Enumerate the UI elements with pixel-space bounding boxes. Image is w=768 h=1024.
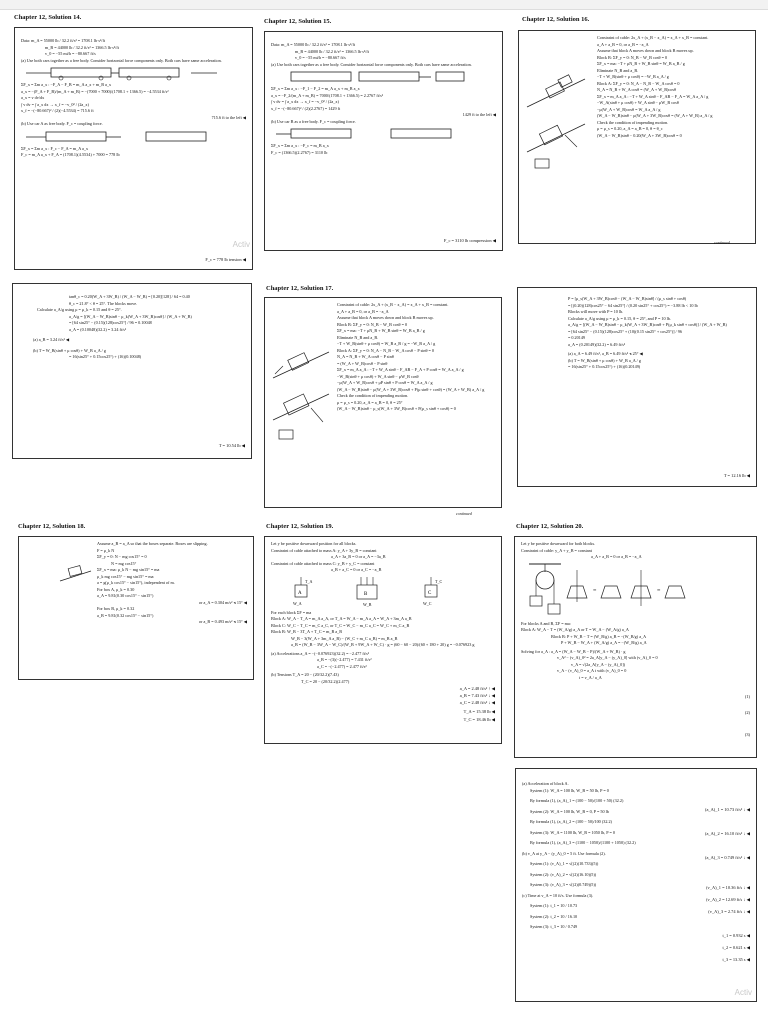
s19-line-1: Let y be positive downward position for all blocks. [271,541,357,546]
s15-line-8: x_f = −(−80.667)² / (2)(2.2767) = 1429 ft [271,105,341,111]
s18-line-8: For box A, μ_k = 0.30 [97,586,135,592]
s15-free-body-diagram-ab [271,69,471,85]
s19-line-4: Constraint of cable attached to mass C: y_B + y_C = constant [271,560,375,566]
s18-line-2: F = μ_k N [97,547,115,553]
s17-line-14: (W_A − W_B)sinθ − μ(W_A + 3W_B)cosθ + P(μ sinθ + cosθ) = (W_A + W_B) a_A / g [337,386,485,392]
s16b-line-4: a_A/g = [(W_A − W_B)sinθ − μ_k(W_A + 3W_B)cosθ] / (W_A + W_B) [69,313,192,319]
s18-line-9: a_A = 9.81(0.30 cos15° − sin15°) [97,593,154,598]
s19-fig-label-ta: T_A [305,578,313,584]
s17-line-6: Eliminate N_B and a_B. [337,334,379,340]
s17-incline-figures [271,338,333,448]
s14-line-8: ∫ v dv = ∫ a_x dx → x_f = −v_0² / (2a_x) [21,101,89,107]
s14-line-12: F_c = m_A a_x + F_A = (1708.1)(4.5534) + 7000 = 778 lb [21,152,120,157]
s20b-line-4: System (2): W_A = 100 lb, W_B = 0, P = 50 lb [530,808,609,814]
s20b-answer-t2: t_2 = 0.621 s ◀ [722,945,750,950]
solution-19-panel [264,536,502,744]
s16-line-16: (W_A − W_B)sinθ − 0.20(W_A + 3W_B)cosθ = 0 [597,132,682,138]
s16b-line-1: tanθ_c = 0.20(W_A + 3W_B) / (W_A − W_B) = [0.20][128] / 64 = 0.40 [69,294,190,299]
s20b-line-11: System (3): (v_A)_3 = √((2)(0.749)(5)) [530,882,597,887]
watermark-bottom: Activ [734,987,752,997]
s19-line-14: a_C = −(−2.477) = 2.477 ft/s² [317,663,367,669]
s17b-answer-a: (a) a_A = 6.49 ft/s², a_B = 6.49 ft/s² ⦪ 25° ◀ [568,351,643,356]
s19-line-2: Constraint of cable attached to mass A: y_A + 3y_B = constant [271,547,377,553]
s20-eq-2: (2) [744,710,750,715]
s15-line-10: ΣF_x = Σm a_x : −F_c = m_B a_x [271,143,329,148]
s20-pulley-diagram [521,562,751,620]
s14-line-3: v_0 = −55 mi/h = −80.667 ft/s [45,51,96,56]
s14-line-6: a_x = −(F_A + F_B)/(m_A + m_B) = −(7000 + 7000)/(1708.1 + 1366.5) = −4.5534 ft/s² [21,88,169,94]
s14-line-9: x_f = −(−80.667)² / (2)(−4.5534) = 715.6 ft [21,108,94,113]
s14-line-2: m_B = 44000 lb / 32.2 ft/s² = 1366.5 lb·s²/ft [45,44,119,50]
s14-answer-b: F_c = 778 lb tension ◀ [205,257,246,263]
solution-16-panel [518,30,756,244]
s15-line-1: Data: m_A = 55000 lb / 32.2 ft/s² = 1708.1 lb·s²/ft [271,42,356,47]
s14-free-body-diagram-a [21,129,221,145]
solution-20-header: Chapter 12, Solution 20. [516,523,584,530]
s20b-line-8: (b) v_A at y_A − (y_A)_0 = 5 ft. Use formula (2). [522,850,606,856]
s17-line-8: Block A: ΣF_y = 0: N_A − N_B − W_A cosθ − P sinθ = 0 [337,347,435,353]
s20-line-12: t = v_A / a_A [579,674,602,680]
s16-incline-figures [525,67,593,177]
s16-line-4: Block B: ΣF_y = 0: N_B − W_B cosθ = 0 [597,54,668,60]
solution-18-header: Chapter 12, Solution 18. [18,523,86,530]
s19-line-12: (a) Accelerations a_A = −(−0.076923)(32.2) = −2.477 ft/s² [271,650,369,656]
s19-fig-label-c: C [428,590,432,596]
s18-line-7: a = g(μ_k cos15° − sin15°), independent of m. [97,580,175,585]
s14-line-7: a_x = v dv/dx [21,95,45,100]
s20b-answer-v3: (v_A)_3 = 2.74 ft/s ↓ ◀ [708,909,750,914]
s20b-answer-t1: t_1 = 0.932 s ◀ [722,933,750,938]
s19-line-16: T_C = 20 − (20/32.2)(2.477) [301,678,350,684]
s19-answer-ta: T_A = 15.38 lb ◀ [463,709,495,714]
s17-line-4: Block B: ΣF_y = 0: N_B − W_B cosθ = 0 [337,321,408,327]
s20b-line-3: By formula (1), (a_A)_1 = (100 − 50)/(100 + 50) (32.2) [530,798,624,803]
s19-fig-label-a: A [298,590,302,596]
s15-line-5: ΣF_x = Σm a_x : −F_1 − F_2 = m_A a_x + m_B a_x [271,86,360,91]
s15-line-4: (a) Use both cars together as a free body. Consider horizontal force components only. Both cars have same acceleration. [271,61,472,67]
s14-line-1: Data: m_A = 55000 lb / 32.2 ft/s² = 1708.1 lb·s²/ft [21,38,106,43]
s15-line-9: (b) Use car B as a free body. F_c = coupling force. [271,118,356,124]
s19-line-7: Block A: W_A − T_A = m_A a_A, or T_A = W_A − m_A a_A = W_A + 3m_A a_B [271,616,412,621]
s16-line-15: μ = μ_s = 0.20, a_A = a_B = 0, θ = θ_c [597,126,663,131]
s16b-line-6: a_A = (0.10048)(32.2) = 3.24 ft/s² [69,326,127,332]
s14-line-11: ΣF_x = Σm a_x : F_c − F_A = m_A a_x [21,145,89,151]
s19-line-3: a_A + 3a_B = 0 or a_A = −3a_B [331,554,386,559]
s14-answer-a: 715.6 ft to the left ◀ [211,114,246,120]
s17-line-9: N_A = N_B + W_A cosθ − P sinθ [337,354,394,359]
s20-line-4: For blocks A and B, ΣF = ma: [521,620,571,626]
s17-line-13: −μ(W_A + W_B)cosθ + μP sinθ + P cosθ = W_A a_A / g [337,380,433,385]
s20b-line-15: System (3): t_3 = 10 / 0.749 [530,924,578,929]
s20-eq-3: (3) [744,732,750,737]
s16-line-2: a_A + a_B = 0, or a_B = −a_A [597,41,649,47]
solution-16-continued-panel [12,283,252,459]
s17b-answer-b-expression: (b) T = W_B(sinθ + μ cosθ) + W_B a_A / g [568,357,641,363]
svg-text:=: = [657,587,661,594]
s17b-line-4: Calculate a_A/g using μ = μ_k = 0.15, θ = 25°, and P = 10 lb. [568,315,671,321]
solution-17-panel [264,297,502,508]
s18-line-6: μ_k mg cos15° − mg sin15° = ma [97,573,154,579]
s20-line-8: Solving for a_A : a_A = (W_A − W_B − P)/(W_A + W_B) · g [521,648,626,654]
s16-line-10: ΣF_x = m_A a_A : −T + W_A sinθ − F_AB − F_A = W_A a_A / g [597,93,709,99]
s17-line-16: μ = μ_s = 0.20, a_A = a_B = 0, θ = 25° [337,399,403,405]
s17-line-15: Check the condition of impending motion. [337,393,409,398]
s16-line-9: N_A = N_B + W_A cosθ = (W_A + W_B)cosθ [597,87,677,92]
s14-line-5: ΣF_x = Σm a_x : −F_A − F_B = m_A a_x + m_B a_x [21,82,112,87]
s17-line-11: ΣF_x = m_A a_A : −T + W_A sinθ − F_AB − F_A + P cosθ = W_A a_A / g [337,367,464,372]
s14-line-4: (a) Use both cars together as a free body. Consider horizontal force components only. Both cars have same acceleration. [21,57,222,63]
solution-14-panel [14,27,253,270]
s16b-line-3: Calculate a_A/g using μ = μ_k = 0.15 and θ = 25°. [37,307,122,312]
solution-17-continued-panel [517,287,757,487]
s16b-line-5: = [64 sin25° − (0.15)(128)cos25°] / 96 = 0.10048 [69,320,152,325]
s15-line-2: m_B = 44000 lb / 32.2 ft/s² = 1366.5 lb·s²/ft [295,48,369,54]
s15-line-11: F_c = (1366.5)(2.2767) = 3110 lb [271,149,328,155]
s20-line-7: P + W_B − W_A + (W_A/g) a_A = −(W_B/g) a_A [561,640,647,645]
s19-line-10: W_B − 3(W_A + 3m_A a_B) − (W_C + m_C a_B) = m_B a_B [291,635,398,641]
s17b-line-5: a_A/g = [(W_A − W_B)sinθ − μ_k(W_A + 3W_B)cosθ + P(μ_k sinθ + cosθ)] / (W_A + W_B) [568,322,727,327]
s17-line-10: = (W_A + W_B)cosθ − P sinθ [337,360,388,366]
s18-answer-a: or a_A = 0.304 m/s² ⦪ 15° ◀ [198,599,247,605]
s19-line-11: a_B = (W_B − 3W_A − W_C)/(W_B + 9W_A + W_C) · g = (60 − 60 − 20)/(60 + 180 + 20) g = −0.076923 g [291,642,475,647]
s16b-line-2: θ_c = 21.8° < θ = 25°. The blocks move. [69,300,138,306]
s20-line-5: Block A: W_A − T = (W_A/g) a_A or T = W_A − (W_A/g) a_A [521,627,629,632]
s20-line-6: Block B: P + W_B − T = (W_B/g) a_B = −(W_B/g) a_A [551,633,647,639]
s20-line-9: v_A² − (v_A)_0² = 2a_A[y_A − (y_A)_0] with (v_A)_0 = 0 [557,655,658,660]
s20b-answer-v2: (v_A)_2 = 12.69 ft/s ↓ ◀ [706,897,750,902]
s20b-answer-a2: (a_A)_2 = 16.10 ft/s² ↓ ◀ [705,831,750,836]
s19-line-13: a_B = −(3)(−2.477) = 7.431 ft/s² [317,657,372,662]
s17b-line-7: = 0.20149 [568,335,586,340]
s17-line-5: ΣF_x = ma: −T + μN_B + W_B sinθ = W_B a_B / g [337,328,425,333]
s18-line-10: For box B, μ_k = 0.32 [97,606,135,611]
s17-line-1: Constraint of cable: 2x_A + (x_B − x_A) = x_A + x_B = constant. [337,302,449,307]
solution-20-continued-panel [515,768,757,1002]
s15-line-6: a_x = −F_2/(m_A + m_B) = 7000/(1708.1 + 1366.5) = 2.2767 ft/s² [271,92,383,98]
s20-line-1: Let y be positive downward for both blocks. [521,541,596,546]
s17b-answer-b: T = 12.16 lb ◀ [723,473,750,479]
s16-continued-label: continued [714,240,730,245]
s20b-line-5: By formula (1), (a_A)_2 = (100 − 50)/100 (32.2) [530,819,612,824]
s20-eq-1: (1) [744,694,750,699]
s17b-line-3: Blocks will move with P = 10 lb. [568,309,624,314]
s17b-line-2: = [(0.20)(128)cos25° − 64 sin25°] / (0.20 sin25° + cos25°) = −3.88 lb < 10 lb [568,302,698,308]
s18-answer-b: or a_B = 0.493 m/s² ⦪ 15° ◀ [198,619,247,624]
s20b-answer-t3: t_3 = 13.35 s ◀ [722,957,750,962]
s19-answer-aa: a_A = 2.48 ft/s² ↑ ◀ [459,686,495,691]
s19-fig-label-wb: W_B [363,601,372,607]
s16-line-13: (W_A − W_B)sinθ − μ(W_A + 3W_B)cosθ = (W_A + W_B) a_A / g [597,113,713,118]
solution-15-header: Chapter 12, Solution 15. [264,18,332,25]
s19-line-15: (b) Tensions T_A = 20 − (20/32.2)(7.43) [271,672,339,677]
s16-line-1: Constraint of cable: 2x_A + (x_B − x_A) = x_A + x_B = constant. [597,35,709,40]
s18-incline-box-figure [59,559,93,585]
viewer-top-strip [0,0,768,10]
s16b-answer-a: (a) a_B = 3.24 ft/s² ◀ [33,337,70,342]
s19-answer-tc: T_C = 18.46 lb ◀ [463,717,495,722]
s19-line-9: Block B: W_B − 3T_A + T_C = m_B a_B [271,629,343,634]
s20b-line-12: (c) Time at v_A = 10 ft/s. Use formula (3). [522,892,594,898]
s19-fig-label-wa: W_A [293,600,302,606]
s20b-line-2: System (1): W_A = 100 lb, W_B = 50 lb, P = 0 [530,787,609,793]
watermark: Activ [232,239,250,249]
s18-line-1: Assume a_B = a_A so that the boxes separate. Boxes are slipping. [97,541,208,546]
s17-line-3: Assume that block A moves down and block B moves up. [337,315,434,320]
s19-pulley-blocks-diagram [271,575,491,609]
s20b-answer-a1: (a_A)_1 = 10.73 ft/s² ↓ ◀ [705,807,750,812]
s16b-answer-b: T = 10.54 lb ◀ [218,443,245,449]
s20b-line-7: By formula (1), (a_A)_3 = (1100 − 1050)/(1100 + 1050) (32.2) [530,840,636,845]
s19-line-6: For each block ΣF = ma [271,609,312,615]
s19-fig-label-wc: W_C [423,600,432,606]
s19-line-5: a_B + a_C = 0 or a_C = −a_B [331,567,382,572]
s20b-answer-a3: (a_A)_3 = 0.749 ft/s² ↓ ◀ [705,855,750,860]
s20b-answer-v1: (v_A)_1 = 10.36 ft/s ↓ ◀ [706,885,750,890]
s20-line-2: Constraint of cable: y_A + y_B = constant [521,547,592,553]
s15-answer-a: 1429 ft to the left ◀ [462,112,496,117]
s18-line-4: N = mg cos15° [111,560,137,566]
s14-line-10: (b) Use car A as free body. F_c = coupling force. [21,121,103,126]
s19-answer-ab: a_B = 7.43 ft/s² ↓ ◀ [459,693,495,698]
s18-line-5: ΣF_x = ma: μ_k N − mg sin15° = ma [97,567,160,572]
solution-16-header: Chapter 12, Solution 16. [522,16,590,23]
s20b-line-1: (a) Acceleration of block A. [522,781,569,786]
s15-free-body-diagram-b [271,126,471,142]
s19-fig-label-b: B [364,591,368,597]
s16-line-14: Check the condition of impending motion. [597,119,669,125]
s17-line-17: (W_A − W_B)sinθ − μ_s(W_A + 3W_B)cosθ + P(μ_s sinθ + cosθ) = 0 [337,406,456,411]
s15-line-7: ∫ v dv = ∫ a_x dx → x_f = −v_0² / (2a_x) [271,99,339,104]
s20b-line-13: System (1): t_1 = 10 / 10.73 [530,903,578,908]
s16-line-6: Eliminate N_B and a_B. [597,67,639,73]
solution-18-panel [18,536,254,680]
s16-line-7: −T + W_B(sinθ + μ cosθ) = −W_B a_A / g [597,74,669,79]
solution-17-header: Chapter 12, Solution 17. [266,285,334,292]
s20-line-3: a_A + a_B = 0 or a_B = −a_A [591,554,642,559]
s16-line-5: ΣF_x = ma: −T + μN_B + W_B sinθ = W_B a_B / g [597,61,685,66]
s17-line-12: −W_B(sinθ + μ cosθ) + W_A sinθ − μW_B cosθ [337,373,419,379]
s16b-answer-b-calc: = 16(sin25° + 0.15cos25°) + (16)(0.10048) [69,354,142,359]
s15-answer-b: F_c = 3110 lb compression ◀ [443,238,496,244]
solution-19-header: Chapter 12, Solution 19. [266,523,334,530]
s17b-line-1: P = [μ_s(W_A + 3W_B)cosθ − (W_A − W_B)sinθ] / (μ_s sinθ + cosθ) [568,296,687,301]
s14-free-body-diagram-ab [21,65,221,81]
s17-line-2: a_A + a_B = 0, or a_B = −a_A [337,308,389,314]
s19-fig-label-tc: T_C [435,578,443,584]
s20b-line-6: System (3): W_A = 1100 lb, W_B = 1050 lb, P = 0 [530,829,616,835]
s20b-line-14: System (2): t_2 = 10 / 16.10 [530,913,578,919]
s18-line-11: a_B = 9.81(0.32 cos15° − sin15°) [97,612,154,618]
s19-line-8: Block C: W_C − T_C = m_C a_C, or T_C = W_C − m_C a_C = W_C + m_C a_B [271,622,410,628]
s20-line-10: v_A = √(2a_A[y_A − (y_A)_0]) [571,661,626,667]
solution-14-header: Chapter 12, Solution 14. [14,14,82,21]
s19-answer-ac: a_C = 2.48 ft/s² ↓ ◀ [459,700,495,705]
s16-line-11: −W_A(sinθ + μ cosθ) + W_A sinθ − μW_B cosθ [597,100,679,105]
s16-line-12: −μ(W_A + W_B)cosθ = W_A a_A / g [597,106,661,112]
s16-line-8: Block A: ΣF_y = 0: N_A − N_B − W_A cosθ = 0 [597,80,680,86]
s17b-line-6: = [64 sin25° − (0.15)(128)cos25° + (10)(0.15 sin25° + cos25°)] / 96 [568,328,682,334]
s17-continued-label: continued [456,511,472,516]
s17b-line-8: a_A = (0.20149)(32.2) = 6.49 ft/s² [568,341,626,347]
solution-20-panel [514,536,757,758]
s17b-answer-b-calc: = 16(sin25° + 0.15cos25°) + (16)(0.20149) [568,364,641,369]
s20b-line-10: System (2): (v_A)_2 = √((2)(16.10)(5)) [530,871,597,877]
s15-line-3: v_0 = −55 mi/h = −80.667 ft/s [295,55,346,60]
s20-line-11: v_A − (v_A)_0 = a_A t with (v_A)_0 = 0 [557,668,627,673]
s17-line-7: −T + W_B(sinθ + μ cosθ) = W_B a_B / g = −W_B a_A / g [337,341,436,346]
s18-line-3: ΣF_y = 0: N − mg cos15° = 0 [97,554,147,559]
s16b-answer-b-expression: (b) T = W_B(sinθ + μ cosθ) + W_B a_A / g [33,347,106,353]
solution-15-panel [264,31,503,251]
svg-text:=: = [593,587,597,594]
s20b-line-9: System (1): (v_A)_1 = √((2)(10.733)(5)) [530,861,599,866]
s16-line-3: Assume that block A moves down and block B moves up. [597,48,694,53]
